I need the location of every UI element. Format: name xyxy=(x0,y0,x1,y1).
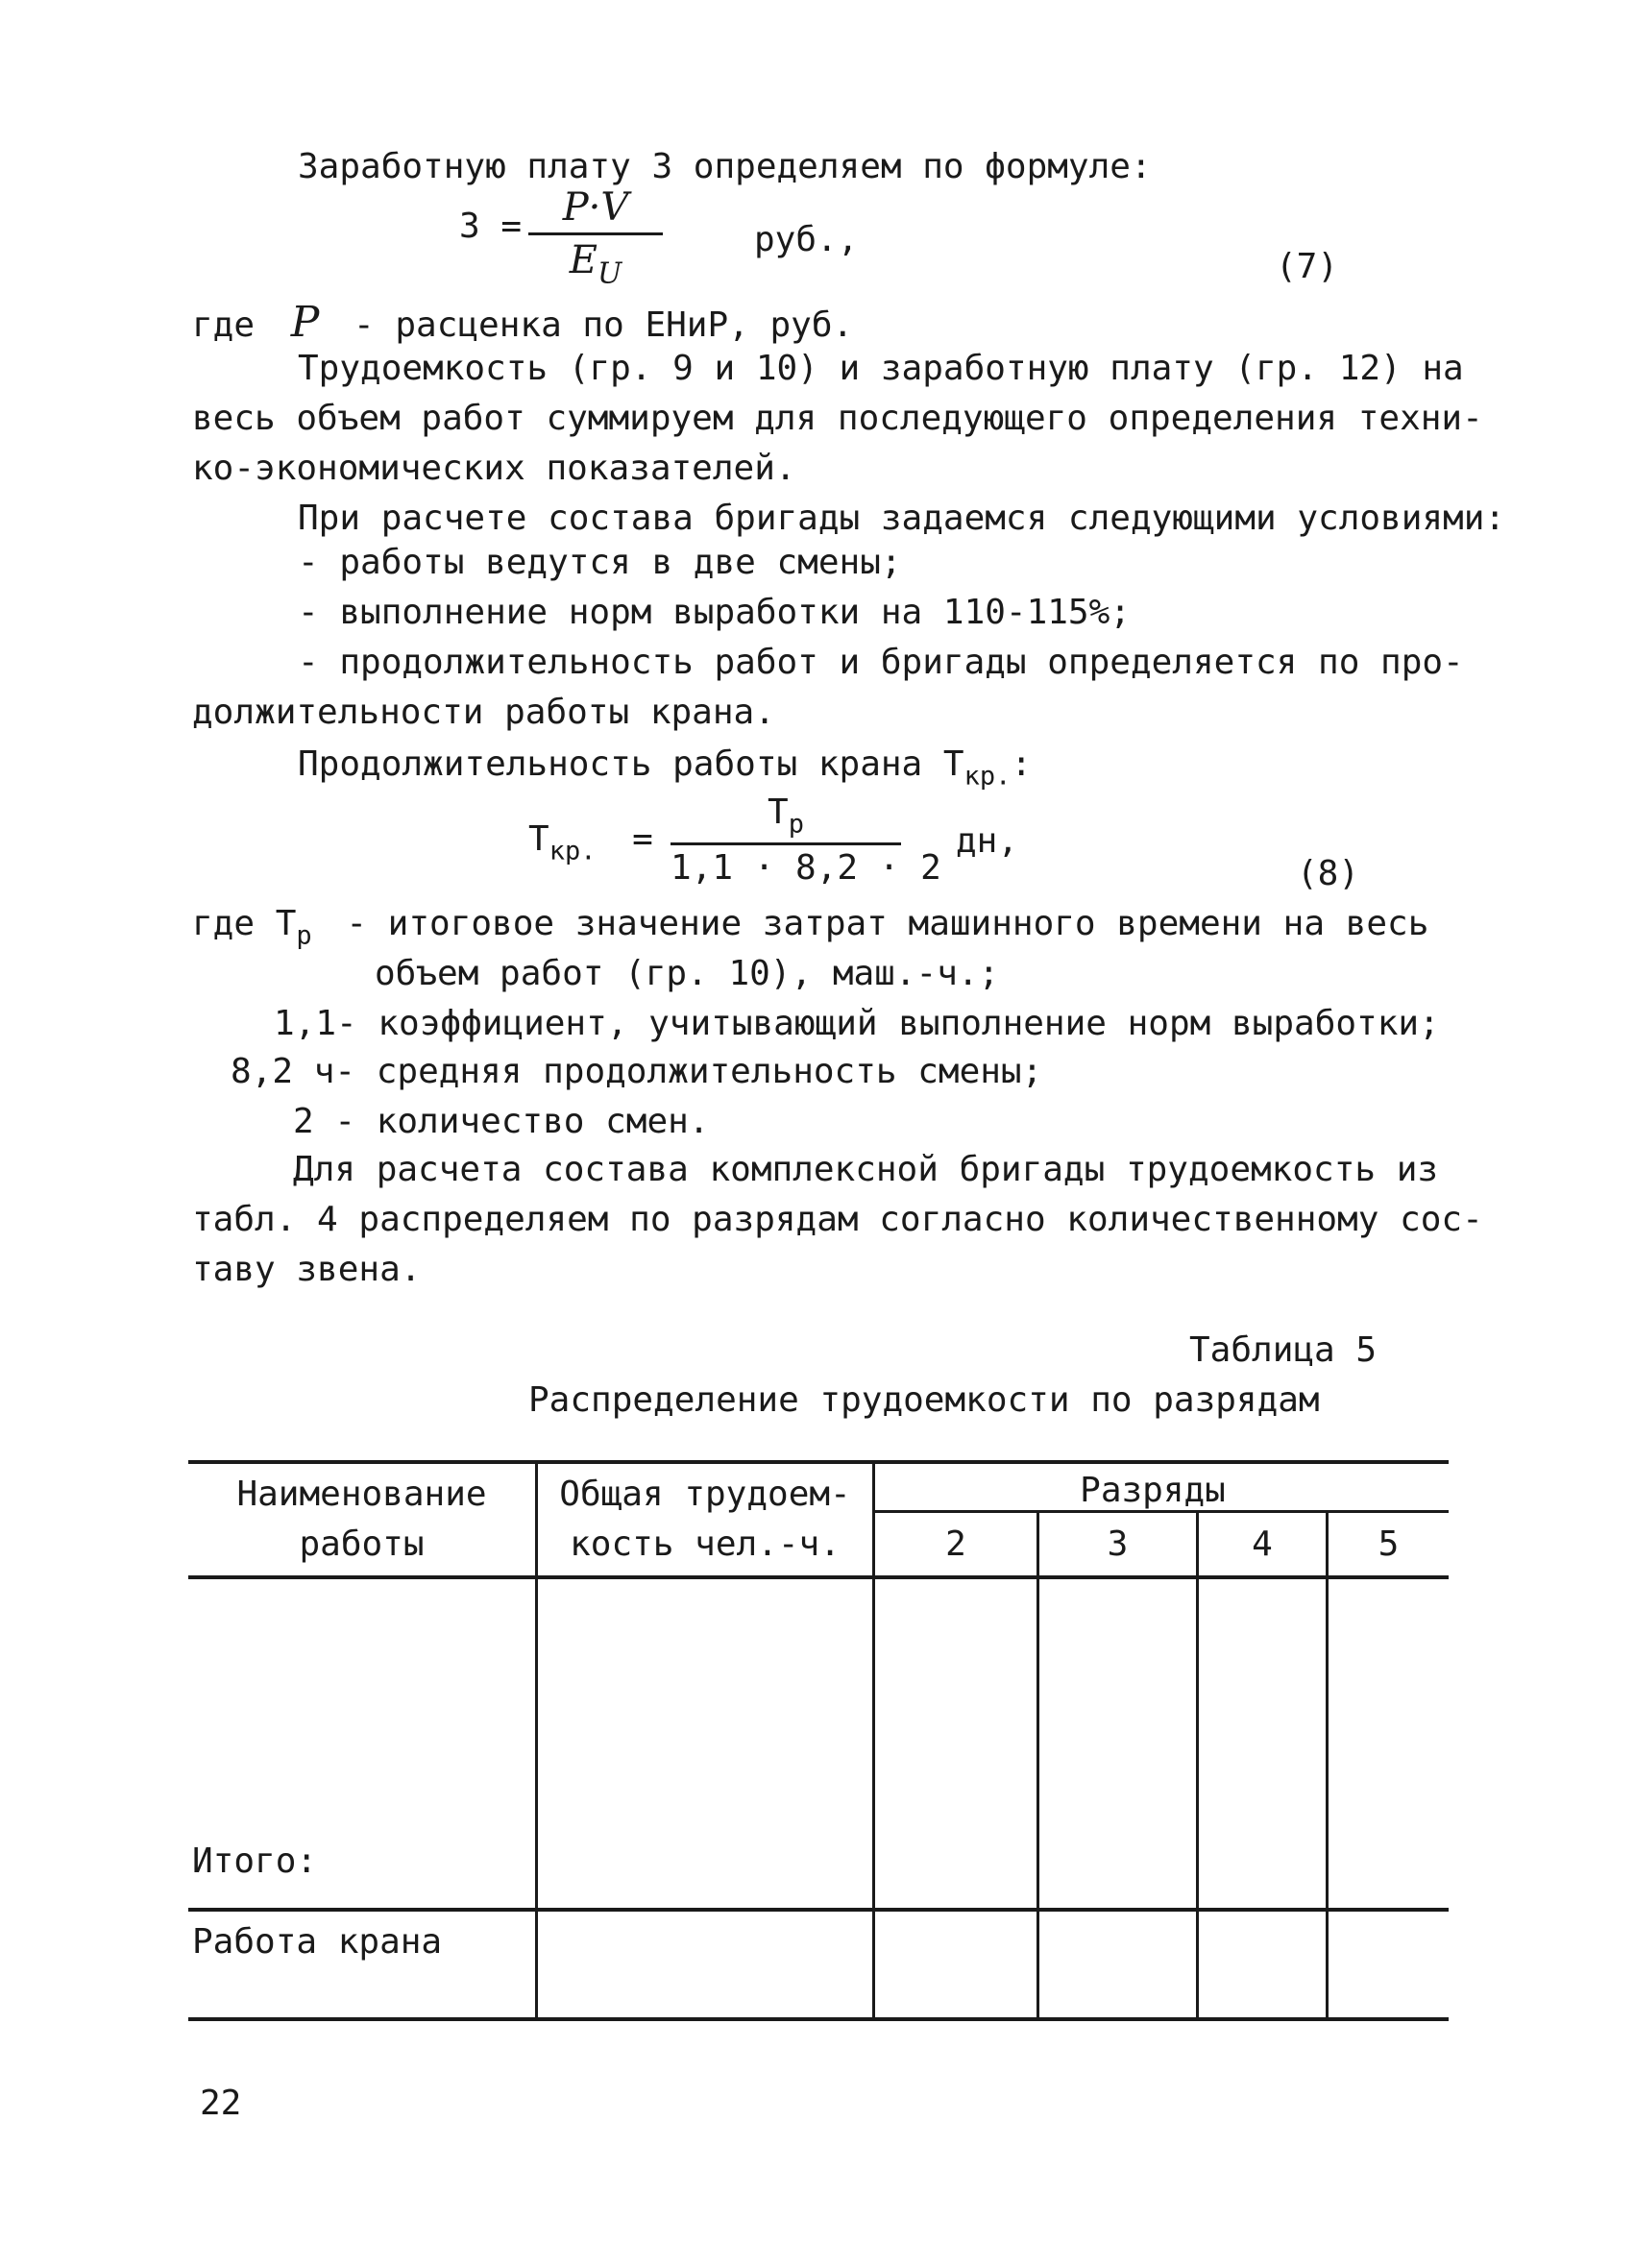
text-line: табл. 4 распределяем по разрядам согласно количественному сос- xyxy=(192,1200,1483,1239)
legend-item: 8,2 ч- средняя продолжительность смены; xyxy=(231,1052,1043,1091)
formula-8-numerator xyxy=(671,793,901,840)
crane-intro-tail: : xyxy=(1011,744,1033,784)
table-caption-number: Таблица 5 xyxy=(1189,1330,1378,1370)
table-header-cell: кость чел.-ч. xyxy=(570,1524,841,1564)
formula-7-fraction xyxy=(528,185,663,291)
table-grade-cell: 3 xyxy=(1107,1524,1129,1564)
list-item: - работы ведутся в две смены; xyxy=(298,543,902,582)
formula-8-num-main: Т xyxy=(768,793,789,832)
text-line: весь объем работ суммируем для последующего определения техни- xyxy=(192,399,1483,438)
fraction-bar xyxy=(671,842,901,845)
where-line xyxy=(192,298,854,347)
table-grade-cell: 2 xyxy=(945,1524,966,1564)
table-total-label: Итого: xyxy=(192,1841,318,1881)
where-prefix: где xyxy=(192,305,256,345)
table-rule-grades xyxy=(872,1510,1449,1513)
table-rule-total xyxy=(188,1908,1449,1912)
formula-8-unit: дн, xyxy=(956,821,1019,861)
list-item: - продолжительность работ и бригады определяется по про- xyxy=(298,643,1464,682)
formula-8-num-sub: р xyxy=(788,809,804,840)
text-line xyxy=(298,744,1033,792)
where-text: - расценка по ЕНиР, руб. xyxy=(354,305,854,345)
table-col-divider xyxy=(1036,1510,1039,2021)
legend-prefix: где Т xyxy=(192,904,297,943)
legend-item: 1,1- коэффициент, учитывающий выполнение норм выработки; xyxy=(274,1004,1440,1043)
legend-item: 2 - количество смен. xyxy=(293,1102,710,1141)
table-col-divider xyxy=(1196,1510,1199,2021)
formula-8-lhs-main: Т xyxy=(528,819,549,859)
formula-8-lhs xyxy=(528,819,653,866)
table-header-cell: Общая трудоем- xyxy=(559,1475,851,1514)
legend-prefix-sub: р xyxy=(296,920,312,951)
table-grade-cell: 5 xyxy=(1378,1524,1400,1564)
formula-8-denominator: 1,1 · 8,2 · 2 xyxy=(671,848,941,889)
text-line: Трудоемкость (гр. 9 и 10) и заработную плату (гр. 12) на xyxy=(298,349,1464,388)
text-line: ко-экономических показателей. xyxy=(192,449,796,488)
table-crane-label: Работа крана xyxy=(192,1922,443,1962)
formula-7-lhs: З = xyxy=(459,207,523,246)
formula-8-lhs-sub: кр. xyxy=(549,836,597,866)
table-grade-cell: 4 xyxy=(1252,1524,1273,1564)
page-number: 22 xyxy=(200,2084,242,2123)
formula-7-den-main: E xyxy=(569,238,598,282)
table-header-grades: Разряды xyxy=(1080,1471,1226,1510)
list-item: - выполнение норм выработки на 110-115%; xyxy=(298,593,1131,632)
table-col-divider xyxy=(1326,1510,1329,2021)
text-line: При расчете состава бригады задаемся следующими условиями: xyxy=(298,499,1506,538)
formula-7-number: (7) xyxy=(1276,247,1339,286)
table-rule-bottom xyxy=(188,2017,1449,2021)
formula-8-equals: = xyxy=(632,819,653,859)
table-rule-header xyxy=(188,1575,1449,1579)
formula-7-numerator: P·V xyxy=(562,185,629,230)
text-line: Заработную плату З определяем по формуле: xyxy=(298,147,1152,186)
crane-intro-sub: кр. xyxy=(963,761,1012,792)
text-line: таву звена. xyxy=(192,1250,422,1289)
table-header-cell: работы xyxy=(299,1524,425,1564)
formula-8-fraction xyxy=(671,793,941,889)
legend-item: объем работ (гр. 10), маш.-ч.; xyxy=(375,954,1000,993)
formula-7-denominator xyxy=(528,238,663,291)
text-line: Для расчета состава комплексной бригады трудоемкость из xyxy=(293,1150,1439,1189)
where-symbol: P xyxy=(290,298,320,347)
legend-item: - итоговое значение затрат машинного времени на весь xyxy=(346,904,1429,943)
table-rule-top xyxy=(188,1460,1449,1464)
formula-7-den-sub: U xyxy=(597,256,622,291)
table-caption-title: Распределение трудоемкости по разрядам xyxy=(528,1380,1320,1420)
legend-line xyxy=(192,904,1429,951)
formula-8-number: (8) xyxy=(1297,854,1360,893)
formula-7-unit: руб., xyxy=(754,220,859,259)
table-header-cell: Наименование xyxy=(236,1475,487,1514)
crane-intro: Продолжительность работы крана Т xyxy=(298,744,964,784)
list-item: должительности работы крана. xyxy=(192,693,775,732)
fraction-bar xyxy=(528,232,663,235)
